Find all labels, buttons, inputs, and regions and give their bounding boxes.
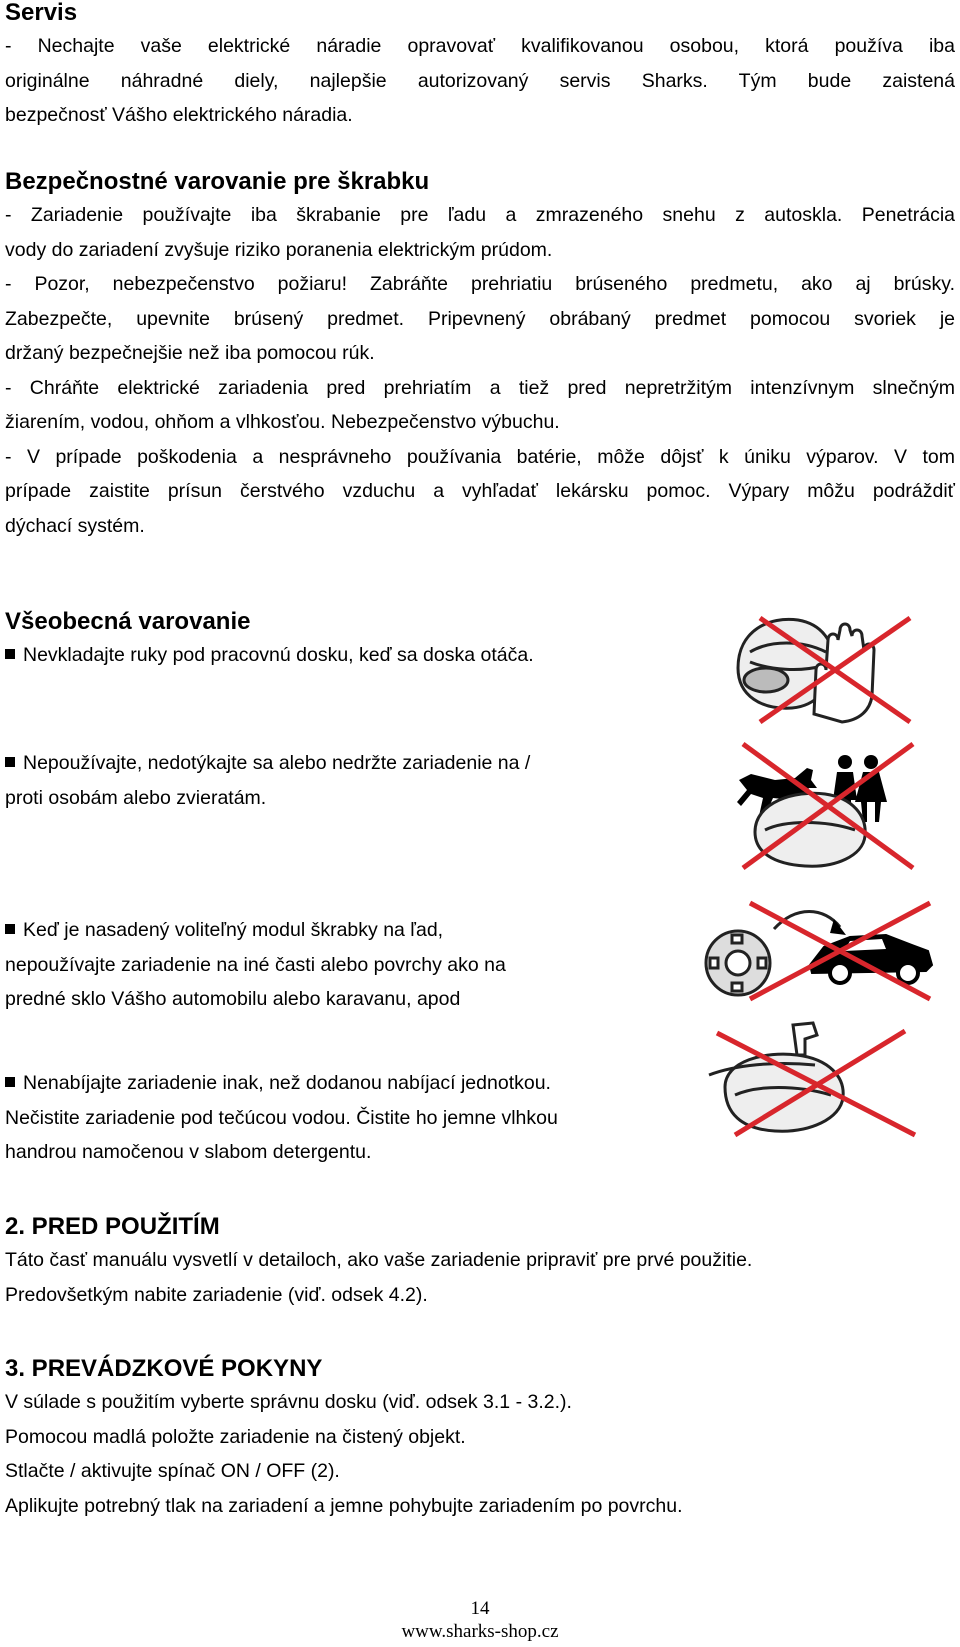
- text-line: Pomocou madlá položte zariadenie na čistený objekt.: [5, 1425, 466, 1448]
- warning-item: [5, 1066, 558, 1170]
- warning-item: [5, 746, 530, 815]
- text-line: Stlačte / aktivujte spínač ON / OFF (2).: [5, 1460, 340, 1482]
- text-line: dýchací systém.: [5, 514, 145, 537]
- warning-text: nepoužívajte zariadenie na iné časti alebo povrchy ako na: [5, 953, 506, 976]
- before-use-heading: 2. PRED POUŽITÍM: [5, 1213, 220, 1240]
- scraper-warning-text: [5, 198, 955, 543]
- text-line: vody do zariadení zvyšuje riziko poranenia elektrickým prúdom.: [5, 238, 553, 261]
- servis-heading: Servis: [5, 0, 78, 26]
- no-car-body-icon: [700, 895, 940, 1005]
- warning-text: Keď je nasadený voliteľný modul škrabky na ľad,: [23, 919, 444, 941]
- text-line: držaný bezpečnejšie než iba pomocou rúk.: [5, 342, 375, 364]
- text-line: - V prípade poškodenia a nesprávneho používania batérie, môže dôjsť k úniku výparov. V tom: [5, 445, 955, 468]
- warning-item: [5, 638, 534, 673]
- text-line: bezpečnosť Vášho elektrického náradia.: [5, 104, 353, 126]
- warning-text: Nepoužívajte, nedotýkajte sa alebo nedržte zariadenie na /: [23, 752, 531, 774]
- scraper-warning-heading: Bezpečnostné varovanie pre škrabku: [5, 168, 430, 195]
- text-line: V súlade s použitím vyberte správnu dosku (viď. odsek 3.1 - 3.2.).: [5, 1391, 572, 1413]
- text-line: - Chráňte elektrické zariadenia pred prehriatím a tiež pred nepretržitým intenzívnym slnečným: [5, 376, 955, 399]
- warning-text: Nenabíjajte zariadenie inak, než dodanou nabíjací jednotkou.: [23, 1072, 551, 1094]
- bullet-square-icon: [5, 1077, 15, 1087]
- before-use-text: [5, 1243, 752, 1312]
- page-number: 14: [470, 1598, 490, 1619]
- text-line: Zabezpečte, upevnite brúsený predmet. Pripevnený obrábaný predmet pomocou svoriek je: [5, 307, 955, 330]
- general-warnings-heading: Všeobecná varovanie: [5, 608, 251, 635]
- text-line: Aplikujte potrebný tlak na zariadení a jemne pohybujte zariadením po povrchu.: [5, 1494, 683, 1517]
- servis-text: [5, 29, 955, 133]
- bullet-square-icon: [5, 924, 15, 934]
- warning-text: handrou namočenou v slabom detergentu.: [5, 1141, 372, 1163]
- text-line: Táto časť manuálu vysvetlí v detailoch, ako vaše zariadenie pripraviť pre prvé použitie.: [5, 1249, 753, 1271]
- warning-text: predné sklo Vášho automobilu alebo karavanu, apod: [5, 988, 461, 1010]
- bullet-square-icon: [5, 649, 15, 659]
- warning-text: Nečistite zariadenie pod tečúcou vodou. Čistite ho jemne vlhkou: [5, 1106, 558, 1129]
- bullet-square-icon: [5, 757, 15, 767]
- text-line: - Zariadenie používajte iba škrabanie pre ľadu a zmrazeného snehu z autoskla. Penetrácia: [5, 204, 955, 226]
- no-running-water-icon: [705, 1015, 925, 1140]
- operating-heading: 3. PREVÁDZKOVÉ POKYNY: [5, 1355, 323, 1382]
- text-line: - Nechajte vaše elektrické náradie opravovať kvalifikovanou osobou, ktorá používa iba: [5, 35, 955, 57]
- text-line: žiarením, vodou, ohňom a vlhkosťou. Nebezpečenstvo výbuchu.: [5, 411, 560, 433]
- text-line: originálne náhradné diely, najlepšie autorizovaný servis Sharks. Tým bude zaistená: [5, 69, 955, 92]
- text-line: - Pozor, nebezpečenstvo požiaru! Zabráňte prehriatiu brúseného predmetu, ako aj brúsky.: [5, 273, 955, 295]
- footer-website-link[interactable]: www.sharks-shop.cz: [401, 1621, 559, 1642]
- warning-item: [5, 913, 506, 1017]
- text-line: Predovšetkým nabite zariadenie (viď. odsek 4.2).: [5, 1283, 428, 1306]
- warning-text: proti osobám alebo zvieratám.: [5, 786, 267, 809]
- warning-text: Nevkladajte ruky pod pracovnú dosku, keď sa doska otáča.: [23, 644, 534, 666]
- no-hands-under-disc-icon: [730, 610, 925, 730]
- operating-text: [5, 1385, 683, 1523]
- no-people-animals-icon: [735, 740, 920, 875]
- text-line: prípade zaistite prísun čerstvého vzduchu a vyhľadať lekársku pomoc. Výpary môžu podráždiť: [5, 480, 955, 502]
